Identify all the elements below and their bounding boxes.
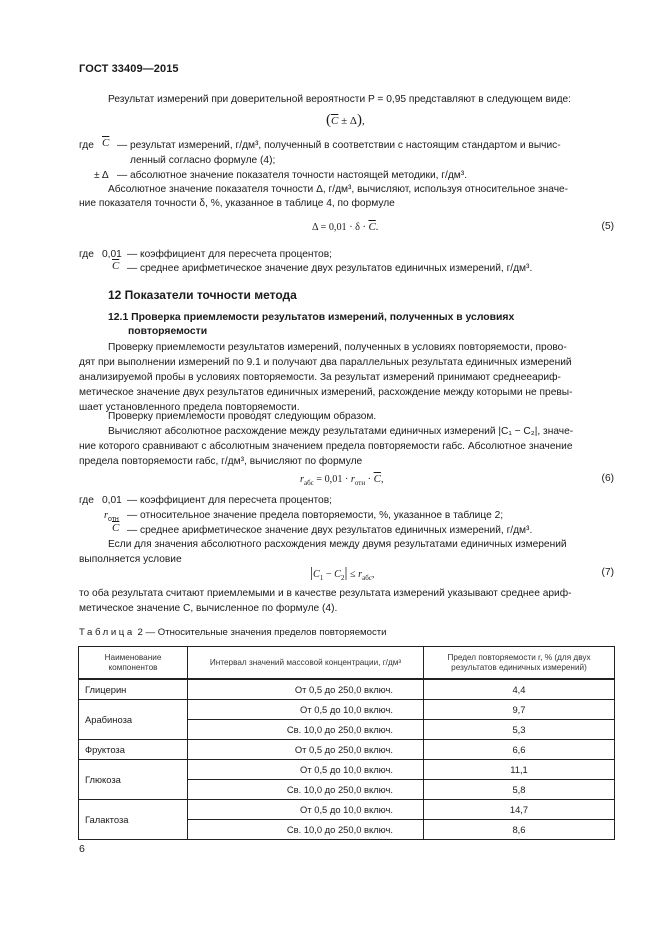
c-description-1: — результат измерений, г/дм³, полученный в соответствии с настоящим стандартом и вычис- bbox=[117, 140, 561, 151]
header-components: Наименование компонентов bbox=[79, 647, 188, 680]
paragraph-then-2: метическое значение C, вычисленное по формуле (4). bbox=[79, 603, 338, 614]
coefficient-description-2: — коэффициент для пересчета процентов; bbox=[127, 249, 332, 260]
paragraph-if-1: Если для значения абсолютного расхождения между двумя результатами единичных измерений bbox=[108, 539, 567, 550]
formula-7: $|C_1 - C_2| \le r_{абс}$, bbox=[310, 565, 375, 583]
symbol-c-2: $\overline{C}$ bbox=[112, 260, 120, 272]
coefficient-description-3: — коэффициент для пересчета процентов; bbox=[127, 495, 332, 506]
table-row bbox=[79, 679, 615, 700]
header-interval: Интервал значений массовой концентрации, г/дм³ bbox=[188, 647, 424, 680]
limit-cell: 9,7 bbox=[424, 700, 615, 720]
component-name: Арабиноза bbox=[79, 700, 188, 740]
equation-number-5: (5) bbox=[601, 221, 614, 232]
table-row bbox=[79, 760, 615, 780]
interval-cell: Св. 10,0 до 250,0 включ. bbox=[188, 720, 424, 740]
table-header-row bbox=[79, 647, 615, 680]
limit-cell: 5,8 bbox=[424, 780, 615, 800]
interval-cell: Св. 10,0 до 250,0 включ. bbox=[188, 820, 424, 840]
header-limit: Предел повторяемости r, % (для двух результатов единичных измерений) bbox=[424, 647, 615, 680]
paragraph-if-2: выполняется условие bbox=[79, 554, 182, 565]
formula-result: $(\overline{C} \pm \Delta)$, bbox=[326, 112, 365, 128]
equation-number-6: (6) bbox=[601, 473, 614, 484]
section-heading-12-1: 12.1 Проверка приемлемости результатов измерений, полученных в условиях повторяемости bbox=[108, 312, 515, 337]
coefficient-3: 0,01 bbox=[102, 495, 122, 506]
c-description-2: — среднее арифметическое значение двух результатов единичных измерений, г/дм³. bbox=[127, 263, 533, 274]
limit-cell: 8,6 bbox=[424, 820, 615, 840]
component-name: Галактоза bbox=[79, 800, 188, 840]
table-row bbox=[79, 700, 615, 720]
table-row bbox=[79, 800, 615, 820]
interval-cell: От 0,5 до 10,0 включ. bbox=[188, 700, 424, 720]
where-label-3: где bbox=[79, 495, 94, 506]
delta-description: — абсолютное значение показателя точности настоящей методики, г/дм³. bbox=[117, 170, 468, 181]
r-description: — относительное значение предела повторяемости, %, указанное в таблице 2; bbox=[127, 510, 504, 521]
interval-cell: От 0,5 до 250,0 включ. bbox=[188, 679, 424, 700]
delta-symbol: ± Δ bbox=[94, 170, 109, 181]
limit-cell: 4,4 bbox=[424, 679, 615, 700]
component-name: Глюкоза bbox=[79, 760, 188, 800]
interval-cell: От 0,5 до 10,0 включ. bbox=[188, 800, 424, 820]
formula-6: $r_{абс} = 0,01 \cdot r_{отн} \cdot \overline{C}$, bbox=[300, 473, 384, 488]
paragraph-result: Результат измерений при доверительной вероятности P = 0,95 представляют в следующем виде: bbox=[108, 94, 572, 105]
table-caption: Таблица 2 — Относительные значения пределов повторяемости bbox=[79, 627, 387, 638]
repeatability-table bbox=[78, 646, 615, 840]
section-heading-12: 12 Показатели точности метода bbox=[108, 288, 297, 302]
component-name: Фруктоза bbox=[79, 740, 188, 760]
interval-cell: От 0,5 до 10,0 включ. bbox=[188, 760, 424, 780]
paragraph-then-1: то оба результата считают приемлемыми и в качестве результата измерений указывают среднее ариф- bbox=[79, 588, 572, 599]
where-label-1: где bbox=[79, 140, 94, 151]
c-description-1b: ленный согласно формуле (4); bbox=[130, 155, 276, 166]
formula-5: $\Delta = 0,01 \cdot \delta \cdot \overline{C}$. bbox=[312, 221, 379, 233]
limit-cell: 5,3 bbox=[424, 720, 615, 740]
paragraph-abs-2: ние показателя точности δ, %, указанное в таблице 4, по формуле bbox=[79, 198, 395, 209]
paragraph-check: Проверку приемлемости результатов измерений, полученных в условиях повторяемости, прово- дят при выполнении измерений по 9.1 и получают два параллельных результата единичных измерений анализируемой пробы в условиях повторяемости. За результат измерений принимают среднееариф- метическое значение двух результатов единичных измерений, расхождение между которыми не превы- шает установленного предела повторяемости. bbox=[79, 342, 573, 413]
page-number: 6 bbox=[79, 843, 85, 855]
interval-cell: От 0,5 до 250,0 включ. bbox=[188, 740, 424, 760]
table-row bbox=[79, 740, 615, 760]
where-label-2: где bbox=[79, 249, 94, 260]
component-name: Глицерин bbox=[79, 679, 188, 700]
paragraph-calc: Вычисляют абсолютное расхождение между результатами единичных измерений |C₁ − C₂|, значе- ние которого сравнивают с абсолютным значением предела повторяемости rабс. Абсолютное значение предела повторяемости rабс, г/дм³, вычисляют по формуле bbox=[79, 426, 574, 467]
document-header: ГОСТ 33409—2015 bbox=[79, 63, 179, 75]
limit-cell: 14,7 bbox=[424, 800, 615, 820]
symbol-c-1: $\overline{C}$ bbox=[102, 137, 110, 149]
r-symbol: $r_{отн}$ bbox=[104, 510, 119, 524]
c-description-3: — среднее арифметическое значение двух результатов единичных измерений, г/дм³. bbox=[127, 525, 533, 536]
interval-cell: Св. 10,0 до 250,0 включ. bbox=[188, 780, 424, 800]
limit-cell: 11,1 bbox=[424, 760, 615, 780]
paragraph-procedure: Проверку приемлемости проводят следующим образом. bbox=[108, 411, 377, 422]
symbol-c-3: $\overline{C}$ bbox=[112, 522, 120, 534]
coefficient-2: 0,01 bbox=[102, 249, 122, 260]
paragraph-abs-1: Абсолютное значение показателя точности Δ, г/дм³, вычисляют, используя относительное значе- bbox=[108, 184, 569, 195]
limit-cell: 6,6 bbox=[424, 740, 615, 760]
equation-number-7: (7) bbox=[601, 567, 614, 578]
